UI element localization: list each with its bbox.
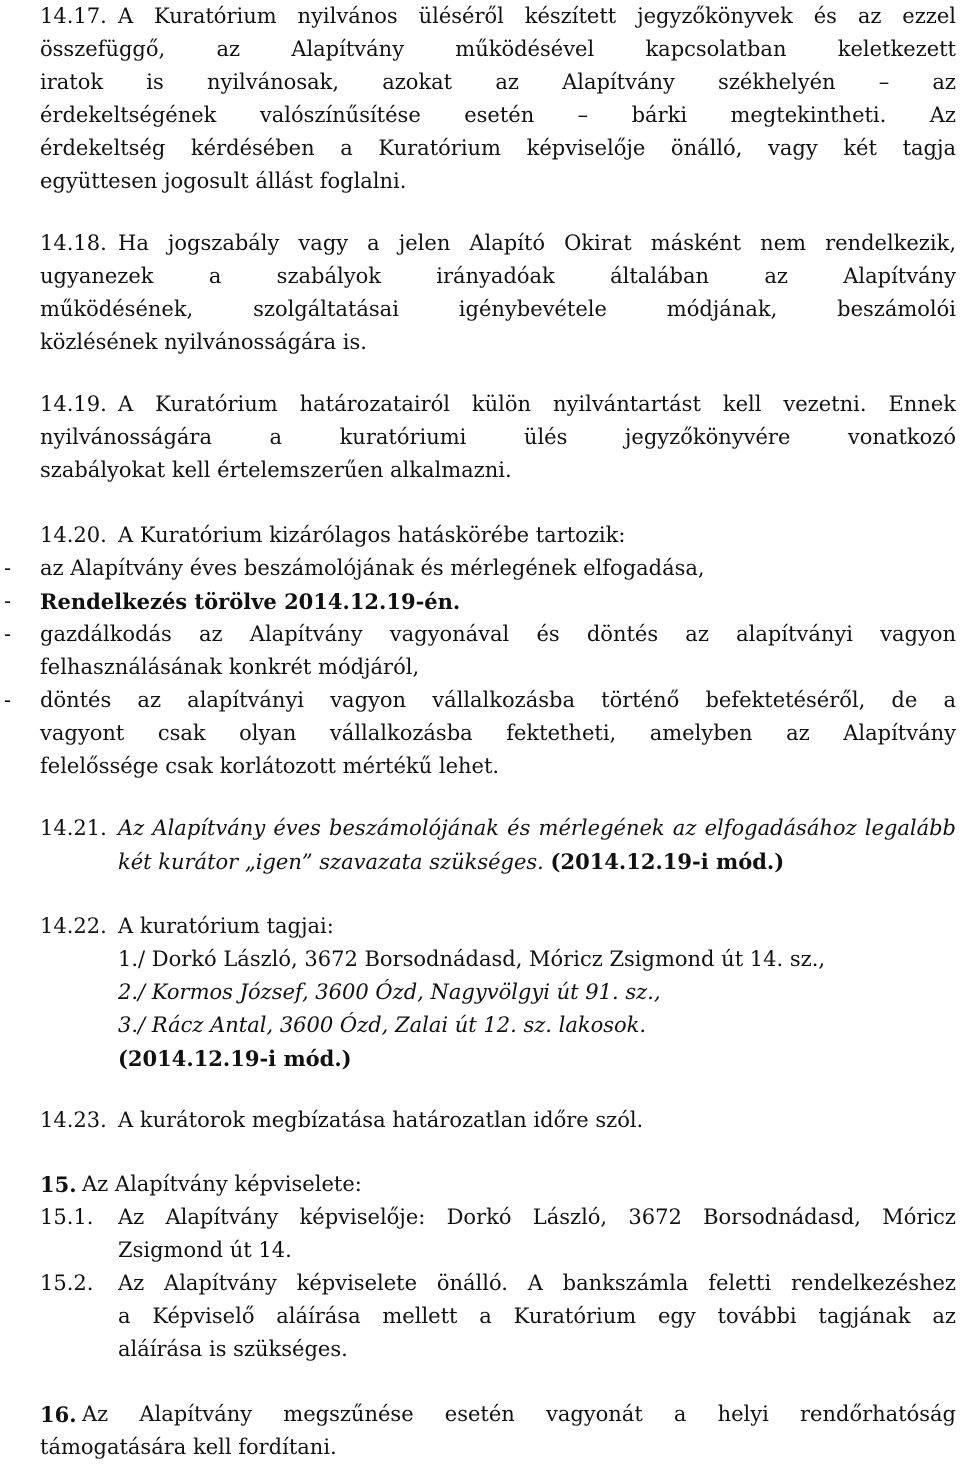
list-dash: - bbox=[4, 622, 12, 646]
paragraph-line: együttesen jogosult állást foglalni. bbox=[40, 169, 407, 193]
paragraph-line: működésének, szolgáltatásai igénybevétele módjának, beszámolói bbox=[40, 297, 956, 321]
paragraph-line: érdekeltségének valószínűsítése esetén – bárki megtekintheti. Az bbox=[40, 103, 956, 127]
list-item-line: döntés az alapítványi vagyon vállalkozásba történő befektetéséről, de a bbox=[40, 688, 956, 712]
paragraph-line-italic: két kurátor „igen” szavazata szükséges. bbox=[118, 850, 544, 874]
list-item-line: vagyont csak olyan vállalkozásba fektetheti, amelyben az Alapítvány bbox=[40, 721, 956, 745]
paragraph-line: ugyanezek a szabályok irányadóak általában az Alapítvány bbox=[40, 264, 956, 288]
modification-note: (2014.12.19-i mód.) bbox=[550, 849, 785, 874]
list-dash: - bbox=[4, 556, 12, 580]
paragraph-intro: A kuratórium tagjai: bbox=[118, 914, 334, 938]
subsection-number: 15.1. bbox=[40, 1205, 94, 1229]
section-line: Az Alapítvány megszűnése esetén vagyonát a helyi rendőrhatóság bbox=[82, 1402, 956, 1426]
list-item bbox=[0, 618, 960, 651]
paragraph-number: 14.23. bbox=[40, 1108, 107, 1132]
subsection-line: Az Alapítvány képviselete önálló. A bankszámla feletti rendelkezéshez bbox=[118, 1271, 956, 1295]
section-number: 16. bbox=[40, 1402, 77, 1427]
subsection-number: 15.2. bbox=[40, 1271, 94, 1295]
paragraph-line: közlésének nyilvánosságára is. bbox=[40, 330, 367, 354]
subsection-line: Az Alapítvány képviselője: Dorkó László, 3672 Borsodnádasd, Móricz bbox=[118, 1205, 956, 1229]
paragraph-line: összefüggő, az Alapítvány működésével kapcsolatban keletkezett bbox=[40, 37, 956, 61]
section-number: 15. bbox=[40, 1172, 77, 1197]
list-item-line: felelőssége csak korlátozott mértékű lehet. bbox=[40, 754, 500, 778]
paragraph-number: 14.20. bbox=[40, 523, 107, 547]
list-item-line: Rendelkezés törölve 2014.12.19-én. bbox=[40, 589, 461, 614]
member-entry: 1./ Dorkó László, 3672 Borsodnádasd, Móricz Zsigmond út 14. sz., bbox=[118, 947, 826, 971]
list-item-line: az Alapítvány éves beszámolójának és mérlegének elfogadása, bbox=[40, 556, 705, 580]
list-item bbox=[0, 552, 960, 585]
paragraph-line: A Kuratórium nyilvános üléséről készített jegyzőkönyvek és az ezzel bbox=[118, 4, 956, 28]
paragraph-line: A kurátorok megbízatása határozatlan időre szól. bbox=[118, 1108, 644, 1132]
paragraph-number: 14.19. bbox=[40, 392, 107, 416]
list-item bbox=[0, 585, 960, 618]
paragraph-number: 14.17. bbox=[40, 4, 107, 28]
paragraph-line: szabályokat kell értelemszerűen alkalmazni. bbox=[40, 458, 512, 482]
member-entry: 2./ Kormos József, 3600 Ózd, Nagyvölgyi út 91. sz., bbox=[118, 980, 661, 1004]
paragraph-number: 14.18. bbox=[40, 231, 107, 255]
subsection-line: a Képviselő aláírása mellett a Kuratórium egy további tagjának az bbox=[118, 1304, 956, 1328]
paragraph-line: nyilvánosságára a kuratóriumi ülés jegyzőkönyvére vonatkozó bbox=[40, 425, 956, 449]
list-item bbox=[0, 684, 960, 717]
paragraph-line: Ha jogszabály vagy a jelen Alapító Okirat másként nem rendelkezik, bbox=[118, 231, 956, 255]
list-item-line: gazdálkodás az Alapítvány vagyonával és döntés az alapítványi vagyon bbox=[40, 622, 956, 646]
paragraph-line: iratok is nyilvánosak, azokat az Alapítvány székhelyén – az bbox=[40, 70, 956, 94]
list-dash: - bbox=[4, 688, 12, 712]
paragraph-line: érdekeltség kérdésében a Kuratórium képviselője önálló, vagy két tagja bbox=[40, 136, 956, 160]
paragraph-line: A Kuratórium határozatairól külön nyilvántartást kell vezetni. Ennek bbox=[118, 392, 956, 416]
subsection-line: aláírása is szükséges. bbox=[118, 1337, 348, 1361]
list-dash: - bbox=[4, 589, 12, 613]
paragraph-number: 14.22. bbox=[40, 914, 107, 938]
member-entry: 3./ Rácz Antal, 3600 Ózd, Zalai út 12. sz. lakosok. bbox=[118, 1013, 647, 1037]
paragraph-intro: A Kuratórium kizárólagos hatáskörébe tartozik: bbox=[118, 523, 626, 547]
paragraph-number: 14.21. bbox=[40, 816, 107, 840]
paragraph-line: Az Alapítvány éves beszámolójának és mérlegének az elfogadásához legalább bbox=[118, 816, 956, 840]
section-title: Az Alapítvány képviselete: bbox=[82, 1172, 362, 1196]
section-line: támogatására kell fordítani. bbox=[40, 1435, 337, 1459]
modification-note: (2014.12.19-i mód.) bbox=[118, 1046, 352, 1071]
subsection-line: Zsigmond út 14. bbox=[118, 1238, 292, 1262]
list-item-line: felhasználásának konkrét módjáról, bbox=[40, 655, 420, 679]
